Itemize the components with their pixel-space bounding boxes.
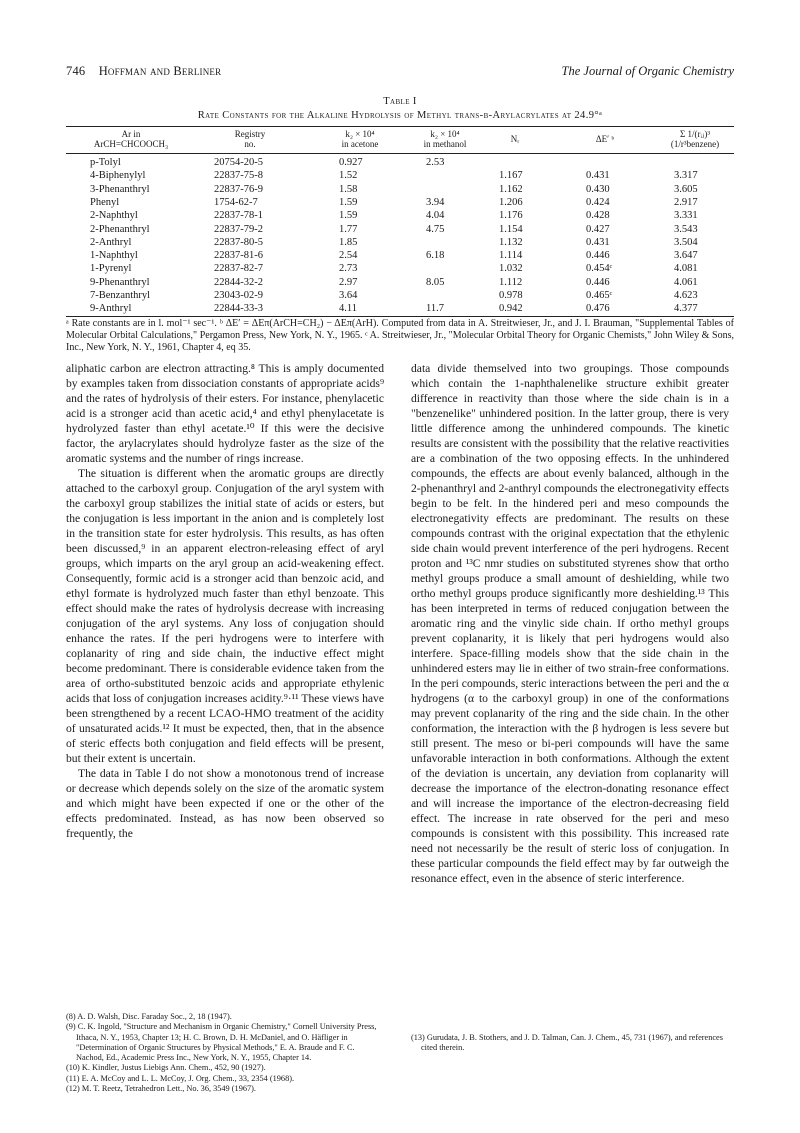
- references-left: [66, 1012, 384, 1094]
- cell-k2-acetone: 1.85: [339, 236, 358, 248]
- table-row: [66, 184, 734, 195]
- references-right: [411, 1033, 733, 1054]
- cell-k2-methanol: 8.05: [426, 276, 445, 288]
- cell-registry: 22844-33-3: [214, 303, 263, 315]
- page-number: 746: [66, 64, 86, 78]
- cell-sum: 3.317: [674, 170, 698, 182]
- header-registry: Registry no.: [234, 129, 266, 149]
- table-row: [66, 277, 734, 288]
- cell-sum: 2.917: [674, 196, 698, 208]
- journal-name: The Journal of Organic Chemistry: [561, 64, 734, 78]
- cell-sum: 4.377: [674, 303, 698, 315]
- cell-aryl: 4-Biphenylyl: [90, 170, 146, 182]
- cell-aryl: 2-Anthryl: [90, 236, 132, 248]
- cell-aryl: 2-Naphthyl: [90, 210, 138, 222]
- cell-k2-acetone: 2.73: [339, 263, 358, 275]
- cell-k2-acetone: 1.52: [339, 170, 358, 182]
- table-row: [66, 263, 734, 274]
- body-column-left: [66, 361, 384, 841]
- reference-item: (9) C. K. Ingold, "Structure and Mechanism in Organic Chemistry," Cornell University Press, Ithaca, N. Y., 1953, Chapter 13; H. C. Brown, D. H. McDaniel, and O. Häfliger in "Determination of Organic Structures by Physical Methods," E. A. Braude and F. C. Nachod, Ed., Academic Press Inc., New York, N. Y., 1955, Chapter 14.: [66, 1022, 377, 1063]
- cell-delta-e: 0.476: [586, 303, 610, 315]
- cell-aryl: 1-Pyrenyl: [90, 263, 132, 275]
- header-k2-methanol: k₂ × 10⁴ in methanol: [423, 129, 467, 149]
- cell-k2-acetone: 1.59: [339, 196, 358, 208]
- table-row: [66, 210, 734, 221]
- table-bottom-rule: [66, 316, 734, 317]
- cell-registry: 22837-82-7: [214, 263, 263, 275]
- cell-k2-methanol: 3.94: [426, 196, 445, 208]
- header-sum: Σ 1/(rᵢⱼ)³ (1/r³benzene): [670, 129, 720, 149]
- cell-k2-acetone: 0.927: [339, 157, 363, 168]
- cell-delta-e: 0.427: [586, 223, 610, 235]
- cell-delta-e: 0.454ᶜ: [586, 263, 613, 275]
- cell-registry: 22837-79-2: [214, 223, 263, 235]
- reference-item: (8) A. D. Walsh, Disc. Faraday Soc., 2, 18 (1947).: [66, 1012, 232, 1021]
- header-nr: Nᵣ: [510, 134, 520, 144]
- table-header-rule: [66, 153, 734, 154]
- cell-delta-e: 0.428: [586, 210, 610, 222]
- cell-aryl: 1-Naphthyl: [90, 250, 138, 262]
- cell-delta-e: 0.430: [586, 183, 610, 195]
- table-row: [66, 290, 734, 301]
- reference-item: (12) M. T. Reetz, Tetrahedron Lett., No. 36, 3549 (1967).: [66, 1084, 256, 1094]
- cell-k2-methanol: 4.04: [426, 210, 445, 222]
- cell-k2-acetone: 3.64: [339, 290, 358, 301]
- cell-aryl: Phenyl: [90, 196, 120, 208]
- cell-registry: 23043-02-9: [214, 290, 263, 301]
- cell-nr: 1.154: [499, 223, 523, 235]
- cell-registry: 22837-80-5: [214, 236, 263, 248]
- table-label: Table I: [383, 96, 417, 107]
- header-delta-e: ΔE′ ᵇ: [595, 134, 615, 144]
- cell-registry: 22844-32-2: [214, 276, 263, 288]
- cell-nr: 0.942: [499, 303, 523, 315]
- cell-delta-e: 0.424: [586, 196, 610, 208]
- reference-item: (10) K. Kindler, Justus Liebigs Ann. Chem., 452, 90 (1927).: [66, 1063, 266, 1073]
- cell-sum: 4.061: [674, 276, 698, 288]
- table-top-rule: [66, 126, 734, 127]
- cell-k2-methanol: 6.18: [426, 250, 445, 262]
- authors: Hoffman and Berliner: [98, 64, 222, 78]
- cell-delta-e: 0.431: [586, 236, 610, 248]
- cell-sum: 3.504: [674, 236, 698, 248]
- cell-aryl: 7-Benzanthryl: [90, 290, 151, 301]
- cell-delta-e: 0.446: [586, 276, 610, 288]
- cell-k2-methanol: 11.7: [426, 303, 444, 315]
- cell-aryl: 2-Phenanthryl: [90, 223, 150, 235]
- cell-k2-acetone: 1.58: [339, 183, 358, 195]
- paragraph: aliphatic carbon are electron attracting.⁸ This is amply documented by examples taken from dissociation constants of appropriate acids⁹ and the rates of hydrolysis of their esters. For instance, phenylacetic acid is a stronger acid than acetic acid,⁴ and ethyl phenylacetate is hydrolyzed faster than ethyl acetate.¹⁰ If this were the decisive factor, the arylacrylates should hydrolyze faster as the size of the aromatic systems and the number of rings increase.: [66, 362, 384, 465]
- cell-sum: 4.623: [674, 290, 698, 301]
- cell-registry: 22837-81-6: [214, 250, 263, 262]
- table-row: [66, 303, 734, 314]
- cell-sum: 3.543: [674, 223, 698, 235]
- cell-sum: 3.331: [674, 210, 698, 222]
- table-row: [66, 250, 734, 261]
- cell-sum: 4.081: [674, 263, 698, 275]
- cell-nr: 1.206: [499, 196, 523, 208]
- cell-nr: 1.176: [499, 210, 523, 222]
- paragraph: The data in Table I do not show a monotonous trend of increase or decrease which depends solely on the size of the aromatic system and which might have been expected if one or the other of the effects predominated. Instead, as has now been observed so frequently, the: [66, 767, 384, 840]
- cell-registry: 22837-76-9: [214, 183, 263, 195]
- running-header-left: [66, 64, 221, 79]
- cell-registry: 22837-78-1: [214, 210, 263, 222]
- paragraph: data divide themselved into two groupings. Those compounds which contain the 1-naphthalenelike structure exhibit greater difference in reactivity than those where the side chain is in a "benzenelike" unhindered position. In the latter group, there is very little difference among the unhindered compounds. The kinetic results are consistent with the possibility that the relative reactivities are a combination of the two opposing effects. In the unhindered compounds, the effects are about evenly balanced, although in the 2-phenanthryl and 2-anthryl compounds the electronegativity effects begin to be felt. In the hindered peri and meso compounds the electronegativity effects are predominant. The results on these compounds contrast with the original expectation that the ethylenic side chain would prevent interference of the peri hydrogens. Recent proton and ¹³C nmr studies on substituted styrenes show that ortho methyl groups produce a small amount of deshielding, while two ortho methyl groups produce significantly more deshielding.¹³ This has been interpreted in terms of reduced conjugation between the aromatic ring and the vinylic side chain. If ortho methyl groups prevent coplanarity, it is likely that peri hydrogens would also interfere. Space-filling models show that the side chain in the unhindered esters may lie in either of two strain-free conformations. In the peri compounds, steric interactions between the peri and the α hydrogens (α to the carboxyl group) in one of the conformations may prevent coplanarity of the ring and the side chain. In the other conformation, the interaction with the β hydrogen is less severe but still present. The meso or bi-peri compounds will have the same unfavorable interaction in both conformations. Although the extent of the deviation is uncertain, any deviation from coplanarity will decrease the importance of the electron-donating resonance effect and will increase the importance of the electron-decreasing field effect. The increase in rate observed for the peri and meso compounds is consistent with this possibility. This increased rate need not necessarily be the result of steric loss of conjugation. In these particular compounds the field effect may by far outweigh the resonance effect, even in the absence of steric interference.: [411, 362, 729, 885]
- table-row: [66, 237, 734, 248]
- reference-item: (11) E. A. McCoy and L. L. McCoy, J. Org. Chem., 33, 2354 (1968).: [66, 1073, 295, 1083]
- cell-aryl: 9-Anthryl: [90, 303, 132, 315]
- cell-k2-acetone: 4.11: [339, 303, 357, 315]
- reference-item: (13) Gurudata, J. B. Stothers, and J. D. Talman, Can. J. Chem., 45, 731 (1967), and references cited therein.: [411, 1033, 723, 1053]
- cell-aryl: 9-Phenanthryl: [90, 276, 150, 288]
- header-ar: Ar in ArCH=CHCOOCH₃: [93, 129, 169, 149]
- cell-nr: 1.162: [499, 183, 523, 195]
- table-row: [66, 170, 734, 181]
- cell-delta-e: 0.431: [586, 170, 610, 182]
- cell-k2-methanol: 2.53: [426, 157, 445, 168]
- cell-nr: 0.978: [499, 290, 523, 301]
- body-column-right: [411, 361, 729, 886]
- cell-k2-acetone: 1.59: [339, 210, 358, 222]
- cell-nr: 1.167: [499, 170, 523, 182]
- cell-nr: 1.132: [499, 236, 523, 248]
- cell-k2-methanol: 4.75: [426, 223, 445, 235]
- cell-delta-e: 0.465ᶜ: [586, 290, 613, 301]
- table-footnote: ᵃ Rate constants are in l. mol⁻¹ sec⁻¹. ᵇ ΔE′ = ΔEπ(ArCH=CH₂) − ΔEπ(ArH). Computed from data in A. Streitwieser, Jr., and J. I. Brauman, "Supplemental Tables of Molecular Orbital Calculations," Pergamon Press, New York, N. Y., 1965. ᶜ A. Streitwieser, Jr., "Molecular Orbital Theory for Organic Chemists," John Wiley & Sons, Inc., New York, N. Y., 1961, Chapter 4, eq 35.: [66, 318, 734, 353]
- table-row: [66, 197, 734, 208]
- cell-sum: 3.605: [674, 183, 698, 195]
- cell-nr: 1.032: [499, 263, 523, 275]
- paragraph: The situation is different when the aromatic groups are directly attached to the carboxyl group. Conjugation of the aryl system with the carboxyl group stabilizes the initial state of acids or esters, but the conjugation is less important in the anion and is completely lost in the transition state for ester hydrolysis. This results, as has often been discussed,⁹ in an apparent electron-releasing effect of aryl groups, which imparts on the aryl group an acid-weakening effect. Consequently, formic acid is a stronger acid than benzoic acid, and ethyl formate is hydrolyzed much faster than ethyl benzoate. This effect should make the rates of hydrolysis decrease with increasing conjugation of the aryl systems. Any loss of conjugation should enhance the rates. If the peri hydrogens were to interfere with coplanarity of ring and side chain, the inductive effect might become predominant. There is considerable evidence taken from the area of ortho-substituted benzoic acids and appropriate ethylenic acids that loss of conjugation increases acidity.⁹·¹¹ These views have been strengthened by a recent LCAO-HMO treatment of the acidity of unsaturated acids.¹² It must be expected, then, that in the absence of steric effects both conjugation and field effects will be present, but their extent is uncertain.: [66, 467, 384, 765]
- cell-nr: 1.114: [499, 250, 523, 262]
- cell-nr: 1.112: [499, 276, 523, 288]
- cell-sum: 3.647: [674, 250, 698, 262]
- cell-registry: 1754-62-7: [214, 196, 258, 208]
- cell-aryl: 3-Phenanthryl: [90, 183, 150, 195]
- cell-aryl: p-Tolyl: [90, 157, 121, 168]
- cell-delta-e: 0.446: [586, 250, 610, 262]
- table-row: [66, 157, 734, 168]
- table-title: Rate Constants for the Alkaline Hydrolysis of Methyl trans-β-Arylacrylates at 24.9°ᵃ: [197, 110, 603, 121]
- cell-registry: 20754-20-5: [214, 157, 263, 168]
- cell-k2-acetone: 2.54: [339, 250, 358, 262]
- table-row: [66, 224, 734, 235]
- header-k2-acetone: k₂ × 10⁴ in acetone: [341, 129, 379, 149]
- cell-k2-acetone: 1.77: [339, 223, 358, 235]
- cell-registry: 22837-75-8: [214, 170, 263, 182]
- cell-k2-acetone: 2.97: [339, 276, 358, 288]
